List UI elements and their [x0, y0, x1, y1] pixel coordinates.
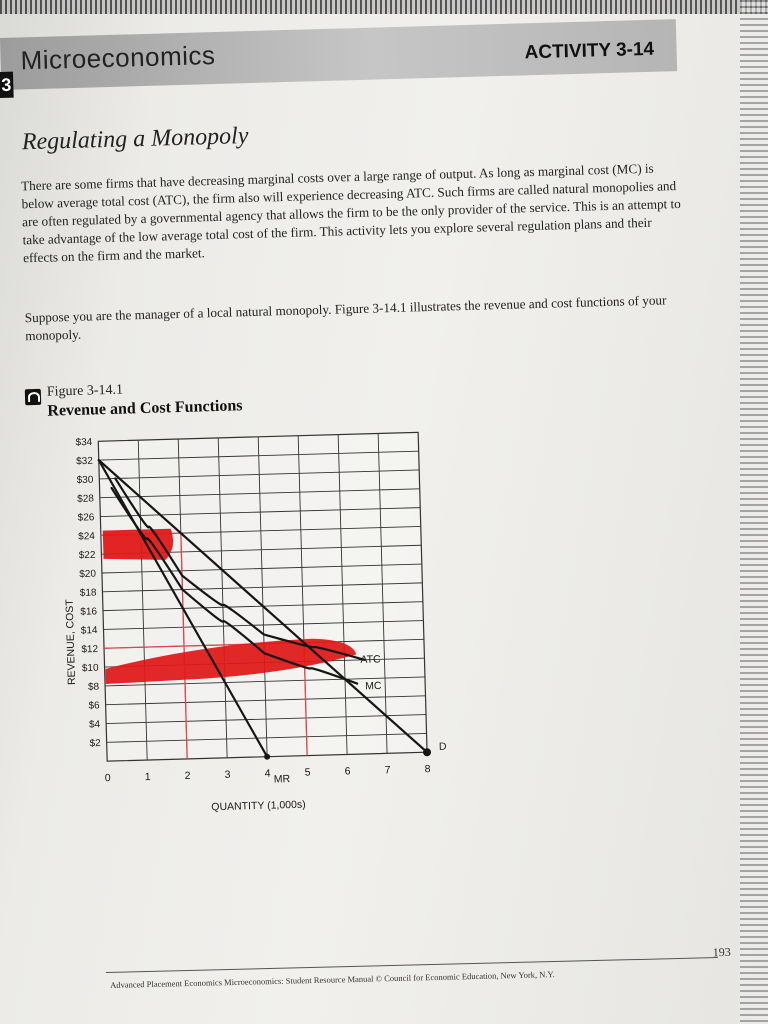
- page-title: Regulating a Monopoly: [21, 122, 249, 156]
- y-tick-label: $8: [87, 681, 100, 693]
- x-tick-label: 1: [144, 770, 151, 784]
- x-tick-label: 2: [184, 769, 191, 782]
- y-tick-label: $4: [88, 719, 101, 731]
- footer-credit: Advanced Placement Economics Microeconomics: Student Resource Manual © Council for Economic Education, New York, N.Y.: [110, 969, 555, 990]
- y-tick-label: $20: [79, 568, 97, 581]
- x-tick-label: 7: [384, 764, 391, 777]
- y-tick-label: $34: [75, 436, 93, 449]
- y-tick-label: $18: [79, 587, 97, 599]
- y-tick-label: $12: [81, 643, 99, 656]
- activity-label: ACTIVITY 3-14: [524, 38, 655, 64]
- curve-label-mc: MC: [365, 679, 382, 693]
- y-tick-label: $10: [81, 662, 99, 675]
- y-tick-label: $16: [80, 606, 98, 618]
- figure-title: Revenue and Cost Functions: [47, 397, 243, 420]
- y-tick-label: $2: [89, 738, 101, 750]
- figure-icon: [25, 389, 41, 405]
- x-tick-label: 3: [224, 768, 231, 781]
- y-tick-label: $28: [77, 493, 95, 505]
- scenario-paragraph: [25, 291, 686, 345]
- y-tick-label: $6: [88, 700, 100, 712]
- y-tick-label: $24: [78, 531, 96, 543]
- x-axis-label: QUANTITY (1,000s): [211, 798, 306, 814]
- figure-label: Figure 3-14.1: [46, 382, 124, 400]
- subject-title: Microeconomics: [20, 39, 216, 76]
- y-axis-label: REVENUE, COST: [63, 599, 79, 686]
- curve-label-atc: ATC: [360, 653, 381, 666]
- x-tick-label: 6: [344, 765, 351, 778]
- x-tick-label: 5: [304, 766, 311, 779]
- paragraph-2: Suppose you are the manager of a local natural monopoly. Figure 3-14.1 illustrates the revenue and cost functions of your monopoly.: [24, 292, 667, 344]
- x-tick-label: 0: [104, 772, 111, 785]
- intro-paragraph: [21, 159, 683, 267]
- chapter-number: 3: [0, 72, 14, 98]
- y-tick-label: $14: [80, 625, 98, 637]
- y-tick-label: $22: [78, 549, 96, 562]
- x-tick-label: 4: [264, 767, 271, 780]
- y-tick-label: $32: [75, 455, 93, 468]
- revenue-cost-chart: [56, 416, 457, 827]
- page-number: 193: [712, 944, 731, 960]
- y-tick-label: $26: [77, 512, 95, 524]
- x-tick-label: 8: [424, 763, 431, 776]
- paragraph-1: There are some firms that have decreasing marginal costs over a large range of output. As long as marginal cost (MC) is below average total cost (ATC), the firm also will experience decreasing ATC. Such firms are called natural monopolies and are often regulated by a governmental agency that allows the firm to be the only provider of the service. This is an attempt to take advantage of the low average total cost of the firm. This activity lets you explore several regulation plans and their effects on the firm and the market.: [20, 160, 681, 266]
- curve-label-mr: MR: [273, 773, 291, 786]
- y-tick-label: $30: [76, 474, 94, 487]
- curve-label-d: D: [438, 740, 447, 753]
